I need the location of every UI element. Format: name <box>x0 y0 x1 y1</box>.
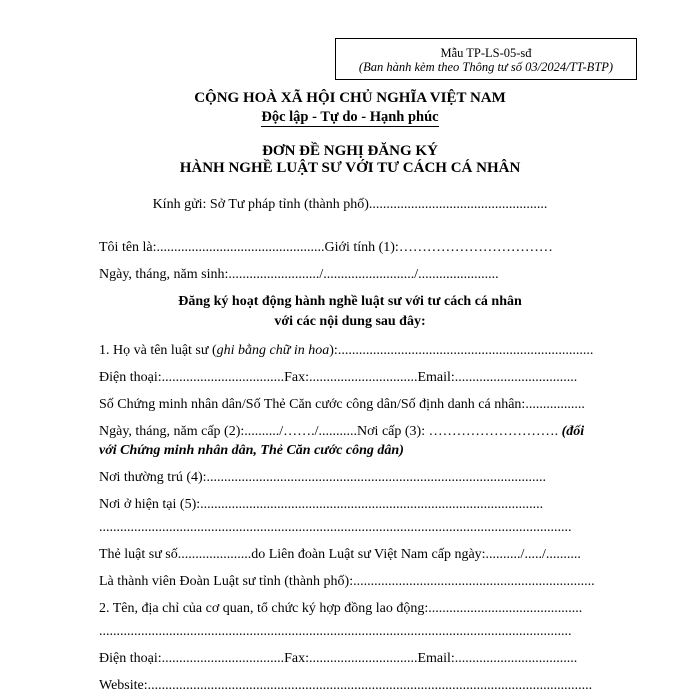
section-heading-line1: Đăng ký hoạt động hành nghề luật sư với tư cách cá nhân <box>178 294 522 309</box>
phone-fax-email-line-2: Điện thoại:...................................Fax:...............................Email:................................... <box>99 651 578 666</box>
continuation-line-1: ....................................................................................................................................... <box>99 520 572 535</box>
addressee: Kính gửi: Sở Tư pháp tỉnh (thành phố)................................................... <box>152 197 548 212</box>
id-number-line: Số Chứng minh nhân dân/Số Thẻ Căn cước công dân/Số định danh cá nhân:................. <box>99 397 585 412</box>
form-code-box <box>335 38 637 80</box>
lawyer-card-line: Thẻ luật sư số.....................do Liên đoàn Luật sư Việt Nam cấp ngày:........../...../.......... <box>99 547 581 562</box>
bar-member-line: Là thành viên Đoàn Luật sư tỉnh (thành phố):..................................................................... <box>99 574 595 589</box>
name-gender-line: Tôi tên là:................................................Giới tính (1):…………………………… <box>99 240 553 255</box>
issue-note-end: với Chứng minh nhân dân, Thẻ Căn cước công dân) <box>99 443 404 458</box>
issue-date-place-line <box>99 424 639 440</box>
continuation-line-2: ....................................................................................................................................... <box>99 624 572 639</box>
slogan-wrap <box>0 108 700 126</box>
phone-fax-email-line: Điện thoại:...................................Fax:...............................Email:................................... <box>99 370 578 385</box>
current-residence-line: Nơi ở hiện tại (5):.................................................................................................. <box>99 497 544 512</box>
country-name: CỘNG HOÀ XÃ HỘI CHỦ NGHĨA VIỆT NAM <box>194 90 506 106</box>
permanent-residence-line: Nơi thường trú (4):................................................................................................. <box>99 470 547 485</box>
form-code: Mẫu TP-LS-05-sđ <box>440 46 532 60</box>
lawyer-name-hint: ghi bằng chữ in hoa <box>216 343 330 358</box>
lawyer-name-prefix: 1. Họ và tên luật sư ( <box>99 343 217 358</box>
issue-note-start: (đối <box>561 424 585 439</box>
issue-date-place: Ngày, tháng, năm cấp (2):........../……./...........Nơi cấp (3): ………………………. <box>99 424 559 439</box>
website-line: Website:............................................................................................................................... <box>99 678 593 693</box>
lawyer-name-line <box>99 343 639 359</box>
doc-title-line1: ĐƠN ĐỀ NGHỊ ĐĂNG KÝ <box>262 143 438 159</box>
form-issued-by: (Ban hành kèm theo Thông tư số 03/2024/TT-BTP) <box>358 60 614 74</box>
employer-line: 2. Tên, địa chỉ của cơ quan, tổ chức ký hợp đồng lao động:............................................ <box>99 601 583 616</box>
doc-title-line2: HÀNH NGHỀ LUẬT SƯ VỚI TƯ CÁCH CÁ NHÂN <box>179 160 521 176</box>
section-heading-line2: với các nội dung sau đây: <box>274 314 426 329</box>
slogan: Độc lập - Tự do - Hạnh phúc <box>261 109 439 125</box>
dob-line: Ngày, tháng, năm sinh:........................../........................../....................... <box>99 267 499 282</box>
lawyer-name-suffix: ):......................................................................... <box>329 343 594 358</box>
